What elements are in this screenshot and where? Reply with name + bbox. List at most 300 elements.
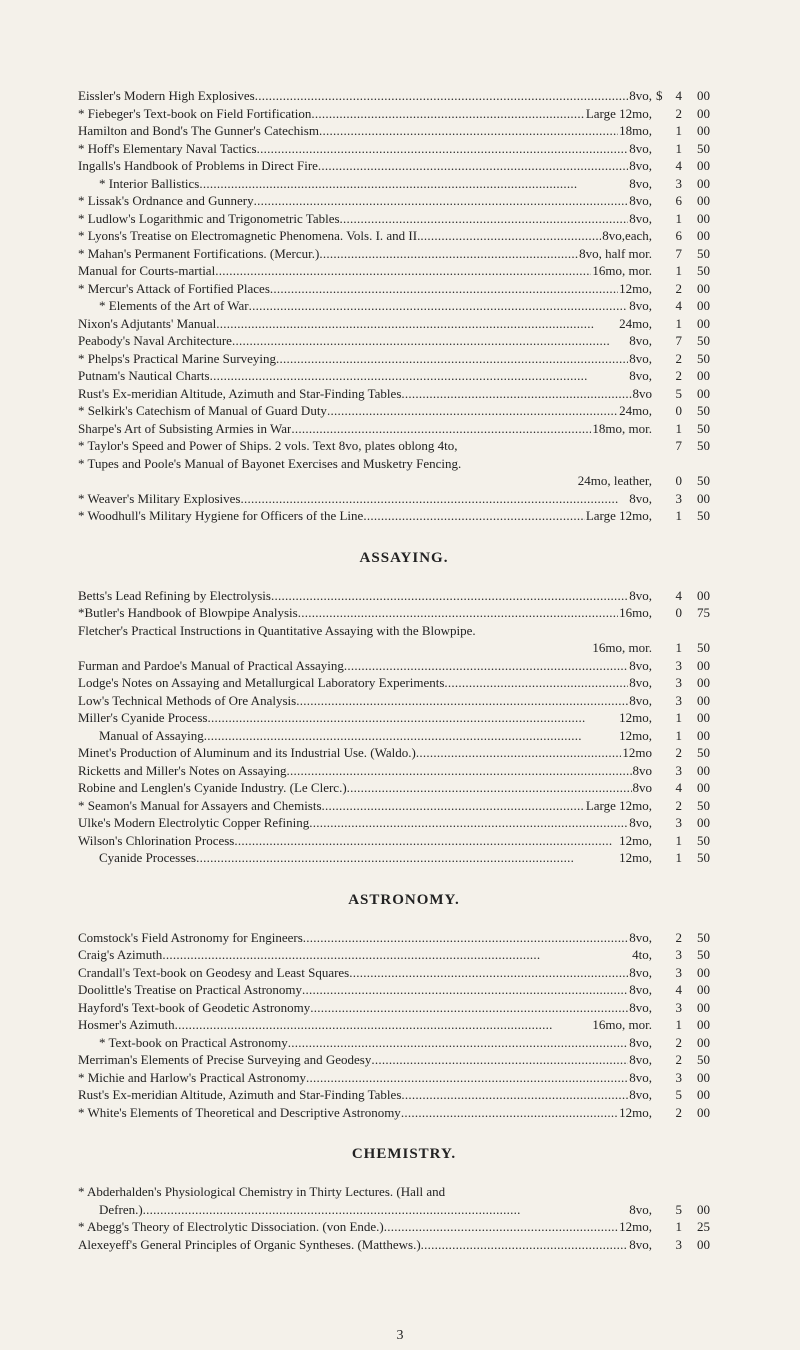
entry-price [668, 999, 730, 1017]
entry-title: Betts's Lead Refining by Electrolysis [78, 587, 271, 603]
entry-title: * Hoff's Elementary Naval Tactics [78, 140, 257, 156]
entry-title: Cyanide Processes [99, 850, 197, 865]
catalog-entry [78, 245, 730, 263]
price-cents: 00 [697, 657, 710, 673]
price-cents: 00 [697, 88, 710, 103]
leader-dots [401, 1104, 618, 1122]
entry-format: 8vo, half mor. [579, 245, 652, 261]
catalog-content [78, 87, 730, 1253]
entry-format: 8vo, [629, 298, 652, 313]
catalog-entry [78, 709, 730, 727]
catalog-entry [78, 587, 730, 605]
catalog-entry [78, 1086, 730, 1104]
entry-format: 8vo, [629, 1236, 652, 1252]
leader-dots [319, 122, 618, 140]
price-dollars: 1 [675, 123, 682, 138]
price-cents: 00 [697, 280, 710, 296]
entry-title: Ulke's Modern Electrolytic Copper Refining [78, 815, 310, 830]
price-cents: 50 [697, 420, 710, 436]
leader-dots [340, 210, 629, 228]
entry-format: 8vo, [629, 657, 652, 673]
entry-title: * Lissak's Ordnance and Gunnery [78, 193, 254, 208]
price-cents: 00 [697, 298, 710, 313]
leader-dots [401, 385, 631, 403]
entry-price [668, 946, 730, 964]
price-dollars: 2 [675, 929, 682, 945]
catalog-entry [78, 999, 730, 1017]
price-cents: 50 [697, 438, 710, 453]
entry-title: * Woodhull's Military Hygiene for Officers of the Line [78, 508, 364, 523]
entry-price [668, 507, 730, 525]
entry-title: *Butler's Handbook of Blowpipe Analysis [78, 605, 298, 620]
entry-title: * White's Elements of Theoretical and Descriptive Astronomy [78, 1104, 401, 1120]
entry-format: 8vo [632, 385, 652, 401]
catalog-entry [78, 929, 730, 947]
catalog-entry [78, 692, 730, 710]
price-dollars: 2 [675, 1104, 682, 1120]
price-dollars: 6 [675, 193, 682, 208]
price-cents: 50 [697, 333, 710, 348]
entry-price [668, 350, 730, 368]
leader-dots [309, 814, 628, 832]
entry-title: * Interior Ballistics [99, 175, 200, 191]
catalog-entry [78, 1034, 730, 1052]
entry-price [668, 1069, 730, 1087]
price-cents: 00 [697, 315, 710, 331]
entry-title: * Lyons's Treatise on Electromagnetic Phenomena. Vols. I. and II. [78, 228, 421, 243]
catalog-entry [78, 639, 730, 657]
price-dollars: 1 [675, 315, 682, 331]
entry-format: 8vo [632, 780, 652, 795]
price-cents: 00 [697, 762, 710, 778]
leader-dots [401, 1086, 628, 1104]
entry-format: 24mo, leather, [577, 473, 652, 488]
entry-title: Crandall's Text-book on Geodesy and Least Squares [78, 964, 350, 980]
entry-price [668, 779, 730, 797]
price-cents: 50 [697, 140, 710, 156]
price-dollars: 3 [675, 815, 682, 830]
entry-price [668, 262, 730, 280]
entry-title: Doolittle's Treatise on Practical Astronomy [78, 982, 303, 997]
entry-price [668, 227, 730, 245]
entry-format: 8vo, [629, 675, 652, 690]
catalog-entry [78, 622, 730, 640]
leader-dots [303, 929, 628, 947]
price-dollars: 3 [675, 964, 682, 980]
entry-title: * Mercur's Attack of Fortified Places [78, 280, 270, 296]
entry-title: Ricketts and Miller's Notes on Assaying [78, 762, 287, 778]
entry-price [668, 814, 730, 832]
price-dollars: 1 [675, 727, 682, 743]
entry-title: Minet's Production of Aluminum and its Industrial Use. (Waldo.) [78, 745, 416, 760]
price-dollars: 3 [675, 1236, 682, 1252]
entry-price [668, 140, 730, 158]
entry-title: Robine and Lenglen's Cyanide Industry. (Le Clerc.) [78, 780, 347, 795]
leader-dots [271, 587, 628, 605]
entry-price [668, 175, 730, 193]
entry-price [668, 245, 730, 263]
entry-format: 18mo, [619, 123, 652, 138]
price-dollars: 2 [675, 1052, 682, 1067]
entry-title: * Abderhalden's Physiological Chemistry in Thirty Lectures. (Hall and [78, 1184, 446, 1199]
price-dollars: 3 [675, 175, 682, 191]
price-dollars: 4 [675, 982, 682, 997]
price-cents: 50 [697, 473, 710, 488]
entry-price [668, 1236, 730, 1254]
entry-format: 8vo, [629, 929, 652, 945]
entry-format: 8vo, [629, 964, 652, 980]
price-dollars: 5 [675, 1087, 682, 1102]
leader-dots [322, 797, 585, 815]
entry-format: 8vo, [629, 1034, 652, 1050]
leader-dots [255, 87, 629, 105]
entry-format: 12mo [622, 745, 652, 760]
catalog-entry [78, 455, 730, 473]
entry-format: 8vo, [629, 175, 652, 191]
price-cents: 00 [697, 710, 710, 725]
entry-format: 8vo, [629, 140, 652, 156]
price-cents: 00 [697, 692, 710, 708]
price-cents: 00 [697, 964, 710, 980]
price-dollars: 6 [675, 228, 682, 243]
leader-dots [444, 674, 628, 692]
leader-dots [298, 604, 618, 622]
catalog-entry [78, 674, 730, 692]
catalog-entry [78, 315, 730, 333]
price-cents: 50 [697, 797, 710, 813]
catalog-entry [78, 762, 730, 780]
leader-dots [162, 946, 631, 964]
price-dollars: 1 [675, 850, 682, 865]
entry-title: Peabody's Naval Architecture [78, 333, 232, 348]
price-cents: 50 [697, 929, 710, 945]
price-cents: 00 [697, 587, 710, 603]
entry-title: * Weaver's Military Explosives [78, 490, 241, 506]
entry-format: 16mo, mor. [592, 263, 652, 278]
catalog-entry [78, 297, 730, 315]
entry-title: Merriman's Elements of Precise Surveying and Geodesy [78, 1052, 372, 1067]
price-cents: 00 [697, 385, 710, 401]
entry-title: Rust's Ex-meridian Altitude, Azimuth and Star-Finding Tables [78, 385, 402, 401]
entry-price [668, 385, 730, 403]
entry-title: Defren.) [99, 1201, 143, 1217]
price-dollars: 3 [675, 762, 682, 778]
catalog-entry [78, 744, 730, 762]
entry-price [668, 674, 730, 692]
price-cents: 00 [697, 675, 710, 690]
price-dollars: 4 [675, 780, 682, 795]
price-cents: 00 [697, 815, 710, 830]
leader-dots [291, 420, 591, 438]
price-dollars: 4 [675, 158, 682, 173]
price-dollars: 2 [675, 350, 682, 366]
catalog-entry [78, 367, 730, 385]
leader-dots [276, 350, 628, 368]
entry-price [668, 280, 730, 298]
entry-title: Lodge's Notes on Assaying and Metallurgical Laboratory Experiments [78, 675, 445, 690]
entry-format: 16mo, mor. [592, 640, 652, 655]
price-dollars: 0 [675, 605, 682, 620]
leader-dots [327, 402, 618, 420]
entry-price [668, 587, 730, 605]
price-dollars: 4 [675, 88, 682, 103]
entry-price [668, 1016, 730, 1034]
entry-price [668, 122, 730, 140]
price-dollars: 7 [675, 245, 682, 261]
price-dollars: 2 [675, 745, 682, 760]
entry-price [668, 315, 730, 333]
entry-title: Manual for Courts-martial [78, 263, 216, 278]
leader-dots [371, 1051, 628, 1069]
leader-dots [143, 1201, 629, 1219]
leader-dots [196, 849, 618, 867]
entry-title: Hosmer's Azimuth [78, 1017, 175, 1032]
price-cents: 00 [697, 1104, 710, 1120]
catalog-entry [78, 472, 730, 490]
catalog-entry [78, 157, 730, 175]
entry-format: 8vo, [629, 193, 652, 208]
entry-title: Ingalls's Handbook of Problems in Direct Fire [78, 158, 318, 173]
entry-price [668, 192, 730, 210]
price-dollars: 2 [675, 280, 682, 296]
entry-price [668, 437, 730, 455]
price-cents: 00 [697, 105, 710, 121]
entry-price [668, 297, 730, 315]
entry-format: 8vo, [629, 587, 652, 603]
entry-title: * Ludlow's Logarithmic and Trigonometric Tables [78, 210, 340, 226]
price-cents: 50 [697, 508, 710, 523]
catalog-entry [78, 1104, 730, 1122]
entry-price [668, 981, 730, 999]
entry-format: 12mo, [619, 280, 652, 296]
entry-title: Craig's Azimuth [78, 947, 163, 962]
catalog-entry [78, 1236, 730, 1254]
entry-price [668, 744, 730, 762]
price-cents: 50 [697, 263, 710, 278]
price-dollars: 3 [675, 675, 682, 690]
entry-format: 8vo, [629, 1201, 652, 1217]
leader-dots [216, 315, 618, 333]
price-dollars: 3 [675, 692, 682, 708]
entry-title: Comstock's Field Astronomy for Engineers [78, 929, 303, 945]
price-cents: 00 [697, 780, 710, 795]
leader-dots [270, 280, 618, 298]
price-cents: 00 [697, 999, 710, 1015]
catalog-entry [78, 1218, 730, 1236]
entry-price [668, 832, 730, 850]
price-dollars: 7 [675, 333, 682, 348]
entry-title: Rust's Ex-meridian Altitude, Azimuth and Star-Finding Tables [78, 1087, 402, 1102]
catalog-entry [78, 1183, 730, 1201]
catalog-entry [78, 350, 730, 368]
entry-title: * Fiebeger's Text-book on Field Fortification [78, 105, 312, 121]
price-dollars: 2 [675, 368, 682, 383]
entry-title: Low's Technical Methods of Ore Analysis [78, 692, 297, 708]
leader-dots [347, 779, 632, 797]
catalog-entry [78, 604, 730, 622]
price-cents: 50 [697, 350, 710, 366]
entry-price [668, 1086, 730, 1104]
price-cents: 50 [697, 640, 710, 655]
leader-dots [349, 964, 628, 982]
price-dollars: 1 [675, 210, 682, 226]
entry-price [668, 727, 730, 745]
entry-format: 18mo, mor. [592, 420, 652, 436]
catalog-entry [78, 981, 730, 999]
price-cents: 00 [697, 1034, 710, 1050]
price-cents: 25 [697, 1219, 710, 1234]
price-cents: 00 [697, 228, 710, 243]
price-cents: 00 [697, 210, 710, 226]
leader-dots [420, 227, 601, 245]
price-cents: 50 [697, 745, 710, 760]
entry-title: Alexeyeff's General Principles of Organic Syntheses. (Matthews.) [78, 1236, 421, 1252]
entry-price [668, 490, 730, 508]
entry-title: * Elements of the Art of War [99, 298, 249, 313]
entry-price [668, 709, 730, 727]
price-dollars: 4 [675, 587, 682, 603]
leader-dots [344, 657, 628, 675]
entry-title: * Text-book on Practical Astronomy [99, 1034, 288, 1050]
entry-price [668, 87, 730, 105]
price-dollars: 1 [675, 140, 682, 156]
entry-title: Sharpe's Art of Subsisting Armies in War [78, 420, 292, 436]
catalog-entry [78, 262, 730, 280]
entry-title: Putnam's Nautical Charts [78, 368, 210, 383]
entry-title: * Abegg's Theory of Electrolytic Dissociation. (von Ende.) [78, 1219, 384, 1234]
price-cents: 50 [697, 403, 710, 418]
price-dollars: 1 [675, 710, 682, 725]
price-dollars: 1 [675, 832, 682, 848]
entry-format: Large 12mo, [585, 105, 652, 121]
entry-format: 8vo, [629, 368, 652, 383]
entry-price [668, 105, 730, 123]
leader-dots [232, 332, 628, 350]
entry-format: 12mo, [619, 1219, 652, 1234]
entry-price [668, 1201, 730, 1219]
catalog-entry [78, 175, 730, 193]
entry-format: 8vo, [629, 1087, 652, 1102]
entry-price [668, 1218, 730, 1236]
section-heading: ASTRONOMY. [348, 891, 460, 908]
price-dollars: 0 [675, 403, 682, 418]
price-cents: 00 [697, 1201, 710, 1217]
leader-dots [204, 727, 618, 745]
entry-format: 12mo, [619, 832, 652, 848]
catalog-entry [78, 227, 730, 245]
leader-dots [199, 175, 628, 193]
entry-title: * Taylor's Speed and Power of Ships. 2 vols. Text 8vo, plates oblong 4to, [78, 438, 458, 453]
catalog-entry [78, 657, 730, 675]
section-heading: ASSAYING. [359, 549, 449, 566]
catalog-entry [78, 1051, 730, 1069]
leader-dots [288, 1034, 628, 1052]
entry-price [668, 762, 730, 780]
price-dollars: 1 [675, 263, 682, 278]
leader-dots [175, 1016, 592, 1034]
entry-price [668, 1051, 730, 1069]
leader-dots [287, 762, 632, 780]
price-dollars: 1 [675, 1219, 682, 1234]
price-cents: 00 [697, 123, 710, 138]
entry-format: 8vo, [629, 1069, 652, 1085]
price-cents: 50 [697, 947, 710, 962]
catalog-entry [78, 814, 730, 832]
entry-format: 4to, [632, 947, 652, 962]
catalog-entry [78, 87, 730, 105]
entry-price [668, 1034, 730, 1052]
catalog-entry [78, 1201, 730, 1219]
entry-price [668, 797, 730, 815]
entry-title: * Seamon's Manual for Assayers and Chemists [78, 797, 322, 813]
price-cents: 00 [697, 1236, 710, 1252]
entry-title: Manual of Assaying [99, 727, 204, 743]
entry-format: 8vo, [629, 350, 652, 366]
catalog-entry [78, 849, 730, 867]
entry-title: * Tupes and Poole's Manual of Bayonet Exercises and Musketry Fencing. [78, 455, 462, 471]
price-cents: 00 [697, 490, 710, 506]
price-cents: 50 [697, 832, 710, 848]
catalog-entry [78, 105, 730, 123]
price-dollars: 3 [675, 490, 682, 506]
page-number: 3 [396, 1328, 404, 1343]
catalog-entry [78, 192, 730, 210]
catalog-entry [78, 964, 730, 982]
catalog-entry [78, 280, 730, 298]
leader-dots [318, 157, 628, 175]
entry-price [668, 420, 730, 438]
entry-title: Furman and Pardoe's Manual of Practical Assaying [78, 657, 344, 673]
entry-title: * Mahan's Permanent Fortifications. (Mercur.) [78, 245, 320, 261]
price-dollars: 3 [675, 1069, 682, 1085]
price-dollars: 3 [675, 999, 682, 1015]
entry-format: 16mo, mor. [592, 1017, 652, 1032]
entry-title: * Phelps's Practical Marine Surveying [78, 350, 277, 366]
entry-price [668, 639, 730, 657]
price-dollars: 2 [675, 797, 682, 813]
entry-format: 12mo, [619, 1104, 652, 1120]
dollar-sign: $ [656, 88, 663, 103]
catalog-entry [78, 385, 730, 403]
leader-dots [254, 192, 629, 210]
price-dollars: 1 [675, 420, 682, 436]
entry-format: 8vo, [629, 88, 652, 103]
entry-format: 8vo, [629, 692, 652, 708]
entry-format: 8vo, [629, 1052, 652, 1067]
catalog-entry [78, 1069, 730, 1087]
price-cents: 00 [697, 982, 710, 997]
leader-dots [302, 981, 628, 999]
price-dollars: 7 [675, 438, 682, 453]
entry-format: 8vo, [629, 333, 652, 348]
price-dollars: 5 [675, 1201, 682, 1217]
catalog-entry [78, 437, 730, 455]
entry-title: * Michie and Harlow's Practical Astronomy [78, 1069, 306, 1085]
entry-price [668, 157, 730, 175]
entry-price [668, 472, 730, 490]
leader-dots [257, 140, 629, 158]
entry-format: 8vo, [629, 999, 652, 1015]
entry-price [668, 1104, 730, 1122]
price-dollars: 2 [675, 1034, 682, 1050]
entry-format: 8vo, [629, 815, 652, 830]
price-cents: 00 [697, 1087, 710, 1102]
entry-title: Wilson's Chlorination Process [78, 832, 235, 848]
catalog-entry [78, 140, 730, 158]
catalog-entry [78, 332, 730, 350]
leader-dots [296, 692, 628, 710]
entry-price [668, 849, 730, 867]
